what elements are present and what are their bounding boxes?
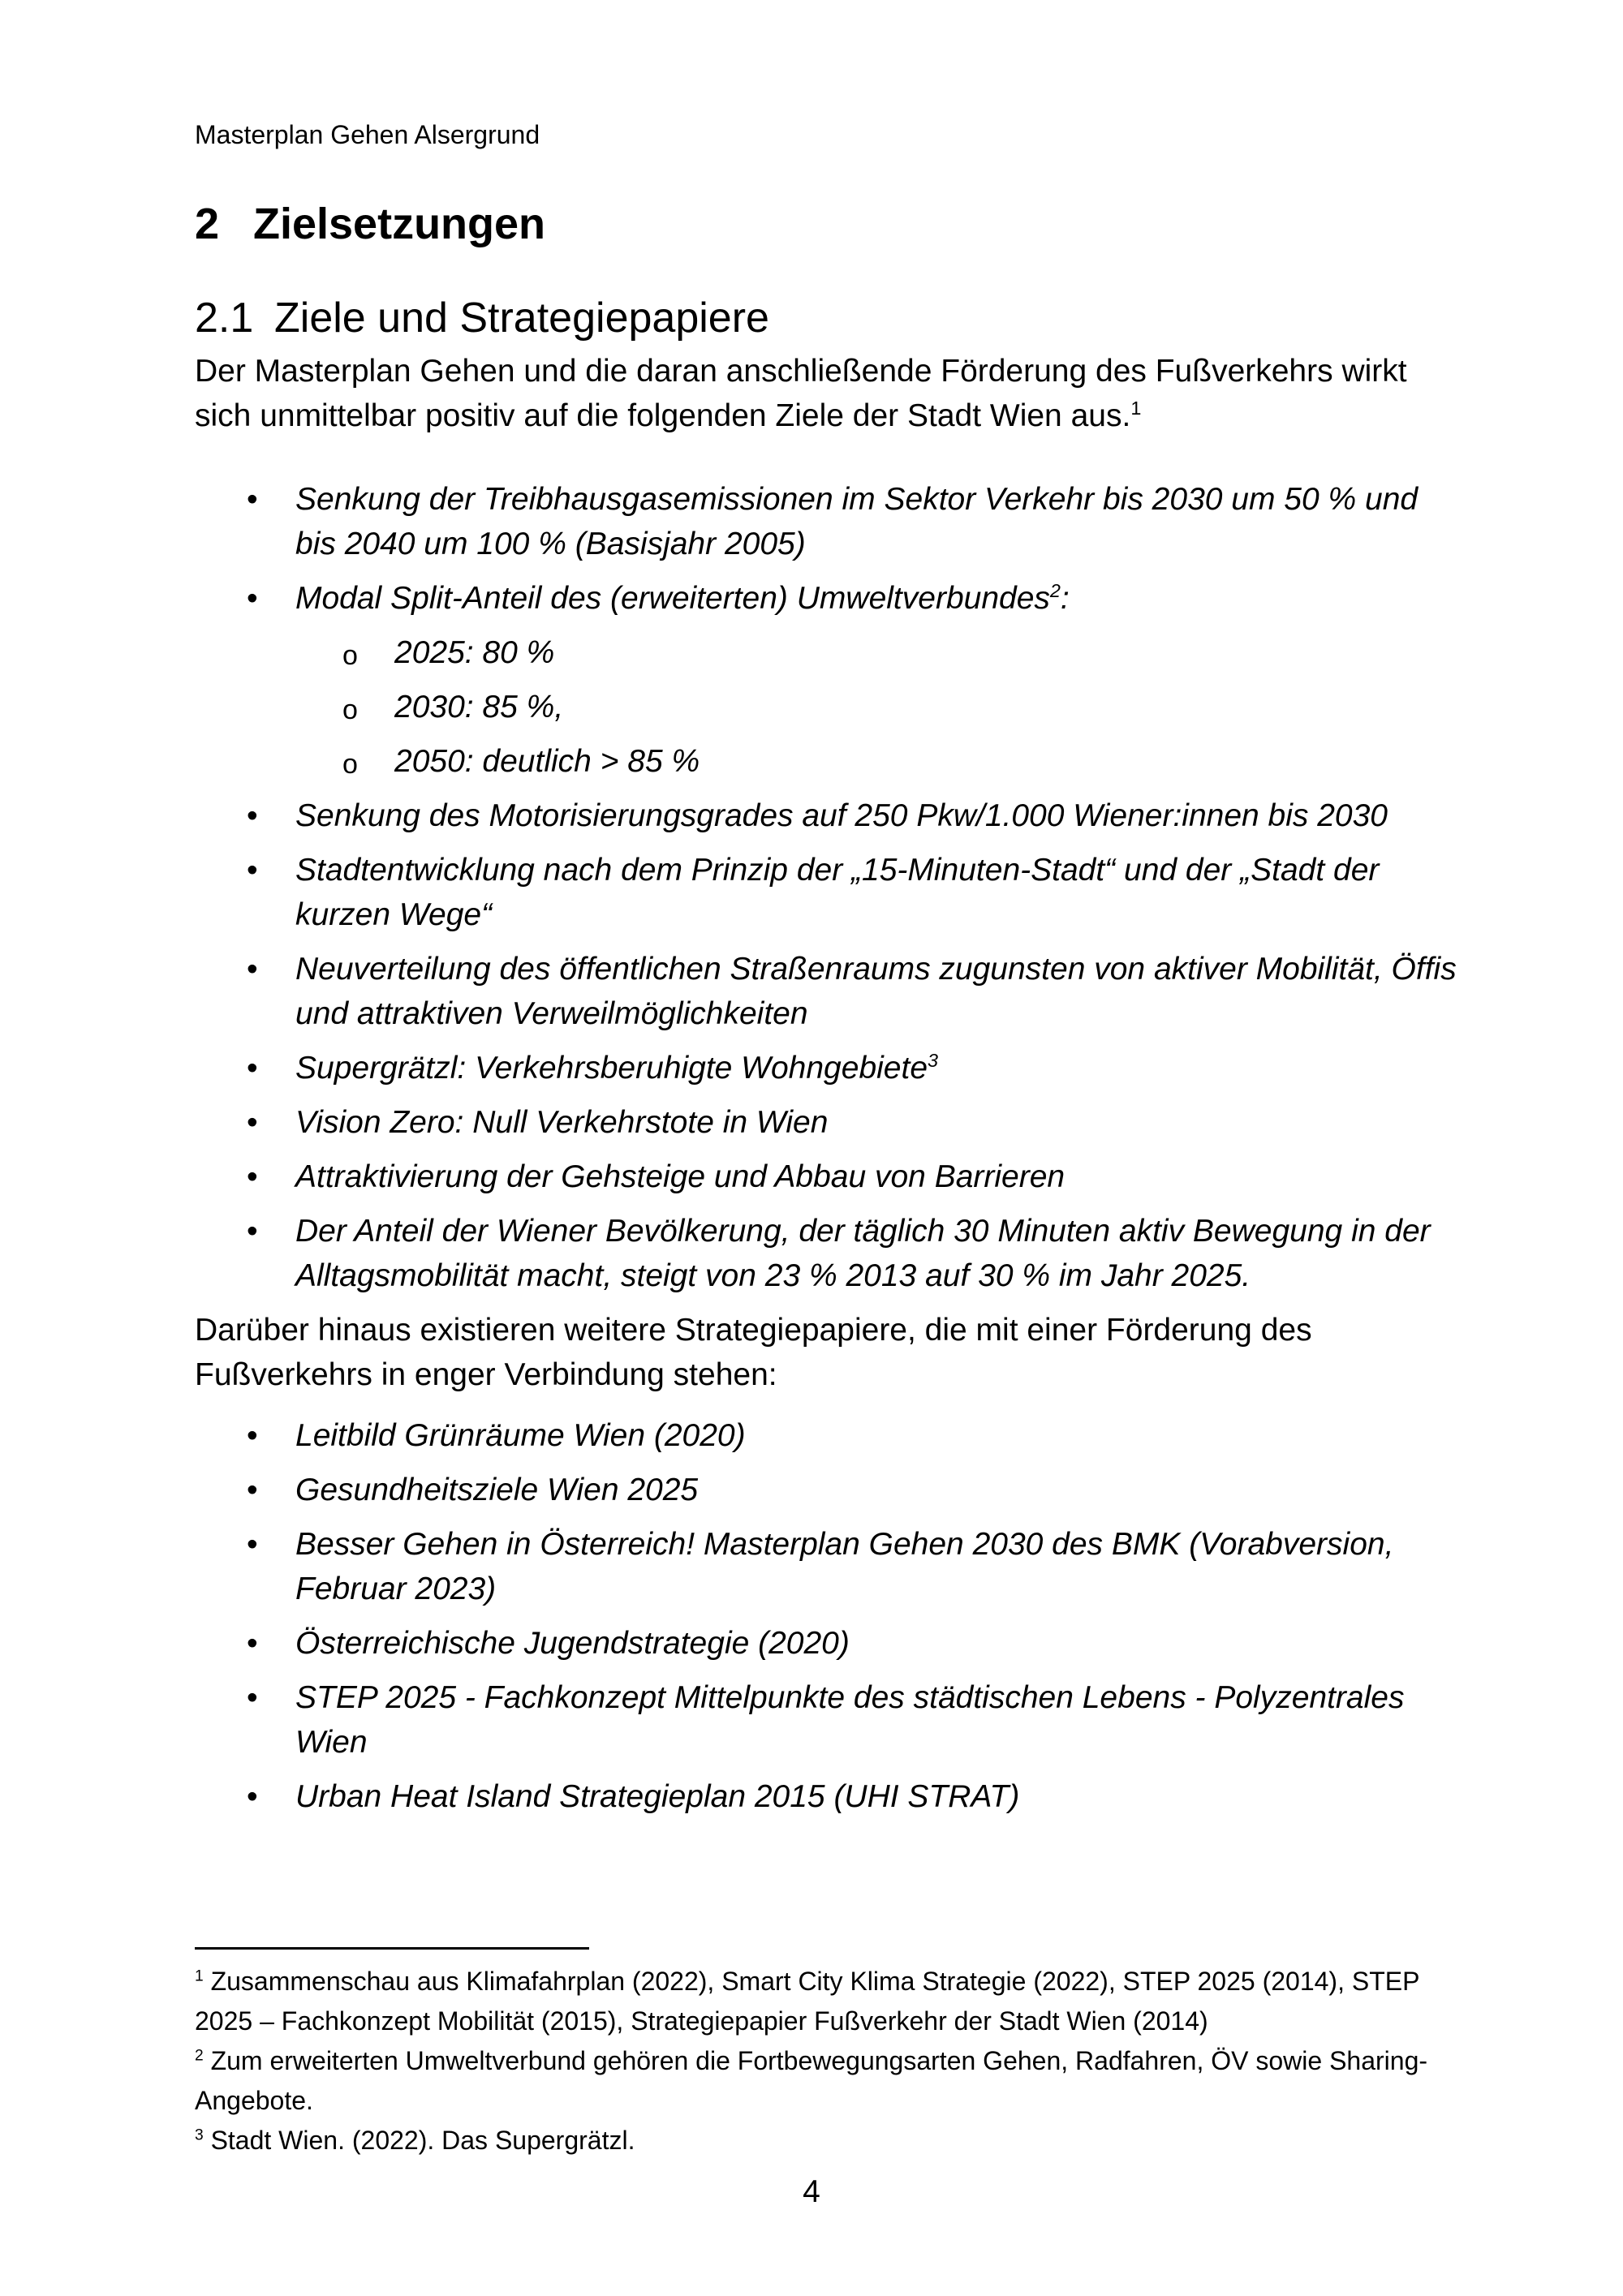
footnotes (195, 1962, 1461, 2161)
bullet-icon: • (247, 1105, 258, 1140)
section-heading (195, 199, 545, 249)
sub-list-item: o 2030: 85 %, (195, 685, 1461, 729)
intro-paragraph (195, 349, 1444, 438)
sub-list-item: o 2025: 80 % (195, 630, 1461, 675)
list-item: • Modal Split-Anteil des (erweiterten) Umweltverbundes$^2$: (195, 576, 1461, 621)
bullet-icon: • (247, 1418, 258, 1453)
further-paragraph: Darüber hinaus existieren weitere Strategiepapiere, die mit einer Förderung des Fußverkehrs in enger Verbindung stehen: (195, 1313, 1312, 1392)
list-item: • Österreichische Jugendstrategie (2020) (195, 1621, 1461, 1666)
footnote: $^3$ Stadt Wien. (2022). Das Supergrätzl. (195, 2126, 635, 2155)
running-header: Masterplan Gehen Alsergrund (195, 120, 540, 149)
goals-list (195, 477, 1461, 1298)
circle-bullet-icon: o (342, 694, 358, 725)
bullet-icon: • (247, 1159, 258, 1194)
subsection-title: Ziele und Strategiepapiere (274, 295, 769, 342)
list-item: • Gesundheitsziele Wien 2025 (195, 1468, 1461, 1512)
footnote: $^2$ Zum erweiterten Umweltverbund gehören die Fortbewegungsarten Gehen, Radfahren, ÖV sowie Sharing-Angebote. (195, 2046, 1428, 2115)
intro-text: Der Masterplan Gehen und die daran anschließende Förderung des Fußverkehrs wirkt sich unmittelbar positiv auf die folgenden Ziele der Stadt Wien aus. (195, 354, 1407, 433)
bullet-icon: • (247, 952, 258, 987)
list-item: • STEP 2025 - Fachkonzept Mittelpunkte des städtischen Lebens - Polyzentrales Wien (195, 1675, 1461, 1765)
list-item: • Senkung der Treibhausgasemissionen im Sektor Verkehr bis 2030 um 50 % und bis 2040 um 100 % (Basisjahr 2005) (195, 477, 1461, 566)
strategy-papers-list (195, 1413, 1461, 1819)
section-number: 2 (195, 200, 220, 248)
bullet-icon: • (247, 1680, 258, 1715)
bullet-icon: • (247, 1214, 258, 1249)
sub-list-item: o 2050: deutlich > 85 % (195, 739, 1461, 784)
bullet-icon: • (247, 853, 258, 888)
subsection-number: 2.1 (195, 295, 254, 342)
footnote: $^1$ Zusammenschau aus Klimafahrplan (2022), Smart City Klima Strategie (2022), STEP 2025 (2014), STEP 2025 – Fachkonzept Mobilität (2015), Strategiepapier Fußverkehr der Stadt Wien (2014) (195, 1967, 1419, 2036)
list-item: • Neuverteilung des öffentlichen Straßenraums zugunsten von aktiver Mobilität, Öffis und attraktiven Verweilmöglichkeiten (195, 947, 1461, 1036)
page-number: 4 (803, 2174, 820, 2209)
list-item: • Besser Gehen in Österreich! Masterplan Gehen 2030 des BMK (Vorabversion, Februar 2023) (195, 1522, 1461, 1611)
list-item: • Attraktivierung der Gehsteige und Abbau von Barrieren (195, 1154, 1461, 1199)
circle-bullet-icon: o (342, 640, 358, 671)
circle-bullet-icon: o (342, 749, 358, 780)
bullet-icon: • (247, 1527, 258, 1562)
bullet-icon: • (247, 1626, 258, 1661)
bullet-icon: • (247, 581, 258, 616)
list-item: • Vision Zero: Null Verkehrstote in Wien (195, 1100, 1461, 1145)
bullet-icon: • (247, 798, 258, 833)
list-item: • Urban Heat Island Strategieplan 2015 (UHI STRAT) (195, 1774, 1461, 1819)
list-item: • Supergrätzl: Verkehrsberuhigte Wohngebiete$^3$ (195, 1046, 1461, 1090)
bullet-icon: • (247, 1779, 258, 1814)
bullet-icon: • (247, 1051, 258, 1086)
footnote-ref-3: 3 (928, 1050, 939, 1071)
list-item: • Stadtentwicklung nach dem Prinzip der „15-Minuten-Stadt“ und der „Stadt der kurzen Wege“ (195, 848, 1461, 937)
list-item: • Der Anteil der Wiener Bevölkerung, der täglich 30 Minuten aktiv Bewegung in der Alltagsmobilität macht, steigt von 23 % 2013 auf 30 % im Jahr 2025. (195, 1209, 1461, 1298)
list-item: • Leitbild Grünräume Wien (2020) (195, 1413, 1461, 1458)
footnote-divider (195, 1947, 589, 1950)
footnote-ref-1: 1 (1130, 398, 1142, 419)
subsection-heading (195, 294, 769, 342)
bullet-icon: • (247, 1473, 258, 1507)
footnote-ref-2: 2 (1049, 580, 1061, 601)
list-item: • Senkung des Motorisierungsgrades auf 250 Pkw/1.000 Wiener:innen bis 2030 (195, 793, 1461, 838)
bullet-icon: • (247, 482, 258, 517)
section-title: Zielsetzungen (253, 200, 546, 248)
